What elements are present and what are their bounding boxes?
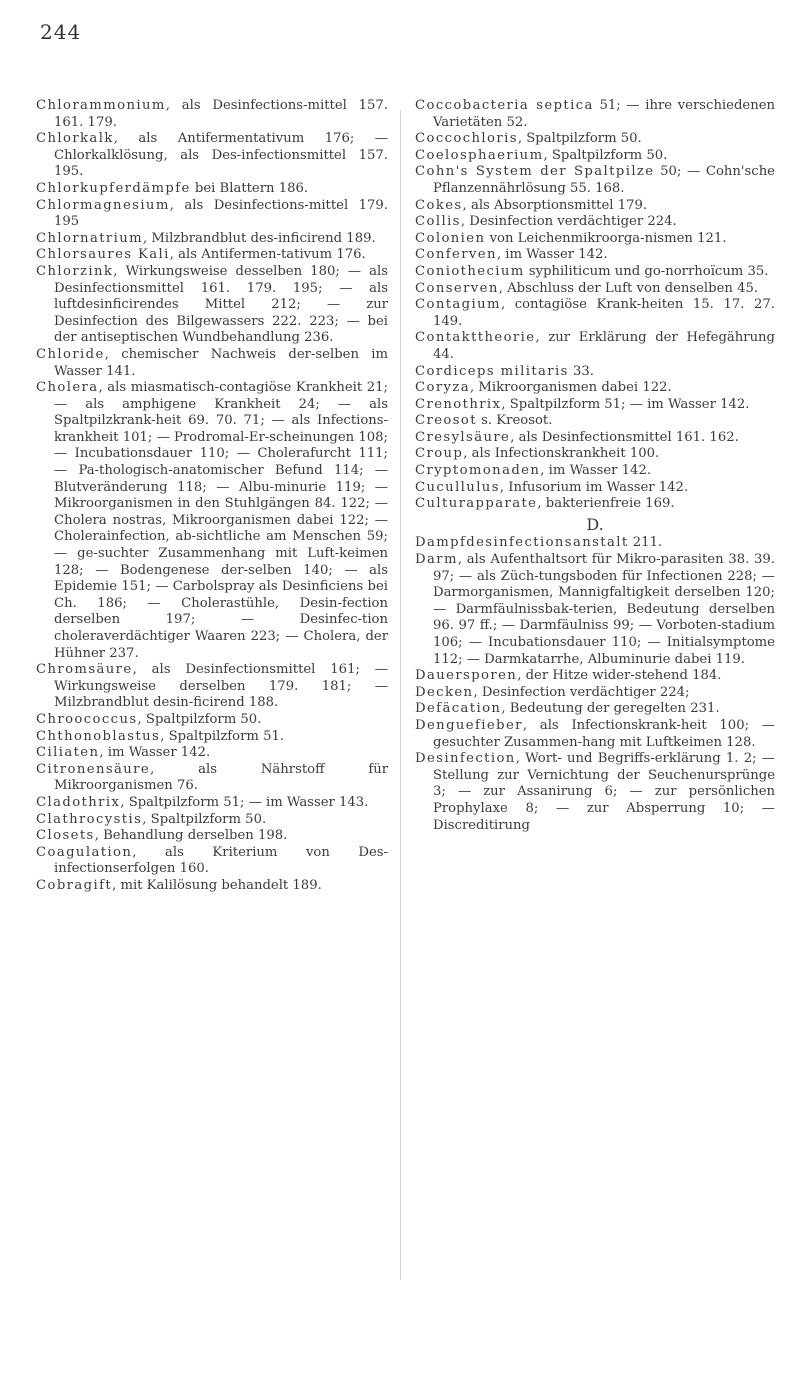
index-entry	[415, 364, 775, 381]
index-entry-headword: Contakttheorie	[415, 330, 536, 346]
index-entry-headword: Chlornatrium	[36, 230, 144, 246]
index-entry	[415, 297, 775, 330]
index-entry-references: , Spaltpilzform 51; — im Wasser 142.	[501, 396, 750, 412]
index-entry-references: von Leichenmikroorga-nismen 121.	[485, 230, 727, 246]
index-entry-references: , Spaltpilzform 50.	[517, 131, 642, 147]
index-entry-references: syphiliticum und go-norrhoïcum 35.	[524, 263, 769, 279]
index-entry	[36, 98, 388, 131]
index-entry	[415, 330, 775, 363]
index-entry	[415, 198, 775, 215]
index-entry-headword: Collis	[415, 214, 461, 230]
index-entry-headword: Cresylsäure	[415, 429, 511, 445]
index-entry	[415, 430, 775, 447]
index-entry-references: , als Aufenthaltsort für Mikro-parasiten 38. 39. 97; — als Züch-tungsboden für Infectionen 228; — Darmorganismen, Mannigfaltigkeit derselben 120; — Darmfäulnissbak-terien, Bedeutung derselben 96. 97 ff.; — Darmfäulniss 99; — Vorboten-stadium 106; — Incubationsdauer 110; — Initialsymptome 112; — Darmkatarrhe, Albuminurie dabei 119.	[433, 552, 775, 667]
index-entry-references: , Wirkungsweise desselben 180; — als Desinfectionsmittel 161. 179. 195; — als luftdesinficirendes Mittel 212; — zur Desinfection des Bilgewassers 222. 223; — bei der antiseptischen Wundbehandlung 236.	[54, 263, 388, 346]
index-entry	[415, 701, 775, 718]
index-entry	[415, 480, 775, 497]
index-entry-references: , mit Kalilösung behandelt 189.	[112, 877, 322, 893]
index-entry-headword: Dampfdesinfectionsanstalt	[415, 535, 629, 551]
index-entry-headword: Dauersporen	[415, 668, 518, 684]
index-entry	[36, 231, 388, 248]
index-entry-references: , als Desinfections-mittel 179. 195	[54, 197, 388, 230]
index-entry-references: , als Desinfections-mittel 157. 161. 179.	[54, 98, 388, 130]
index-entry	[415, 496, 775, 513]
index-entry-references: , chemischer Nachweis der-selben im Wasser 141.	[54, 346, 388, 379]
index-entry-headword: Cobragift	[36, 877, 113, 893]
index-entry-headword: Coccobacteria septica	[415, 98, 594, 113]
index-entry-references: , Infusorium im Wasser 142.	[499, 479, 689, 495]
index-entry-headword: Decken	[415, 684, 474, 700]
index-entry	[36, 745, 388, 762]
index-entry-headword: Chlorsaures Kali	[36, 247, 170, 263]
index-entry-headword: Chromsäure	[36, 662, 133, 678]
index-entry-headword: Cholera	[36, 380, 99, 396]
index-entry-references: , Spaltpilzform 51; — im Wasser 143.	[120, 794, 369, 810]
index-entry-headword: Cordiceps militaris	[415, 363, 569, 379]
index-entry-headword: Darm	[415, 552, 458, 568]
index-entry-references: , im Wasser 142.	[99, 745, 211, 761]
index-entry-headword: Coniothecium	[415, 263, 525, 279]
index-entry-references: , Wort- und Begriffs-erklärung 1. 2; — Stellung zur Vernichtung der Seuchenursprünge 3; — zur Assanirung 6; — zur persönlichen Prophylaxe 8; — zur Absperrung 10; — Discreditirung	[433, 751, 775, 833]
index-entry-references: , Spaltpilzform 51.	[160, 728, 285, 744]
index-entry-headword: Desinfection	[415, 751, 516, 767]
index-entry-headword: Colonien	[415, 230, 486, 246]
index-entry-headword: Cladothrix	[36, 794, 121, 810]
index-entry	[36, 845, 388, 878]
index-entry	[415, 380, 775, 397]
index-entry-headword: Chlorkalk	[36, 131, 114, 147]
index-entry-references: , als Infectionskrank-heit 100; — gesuchter Zusammen-hang mit Luftkeimen 128.	[433, 717, 775, 750]
index-entry-headword: Denguefieber	[415, 717, 523, 733]
index-entry-headword: Cucullulus	[415, 479, 500, 495]
index-entry	[36, 795, 388, 812]
index-entry-references: , als Kriterium von Des-infectionserfolgen 160.	[54, 844, 388, 877]
index-entry-references: bei Blattern 186.	[190, 180, 309, 196]
index-entry-references: , Milzbrandblut des-inficirend 189.	[143, 230, 376, 246]
page-number: 244	[40, 20, 82, 44]
index-entry	[415, 446, 775, 463]
index-entry	[415, 463, 775, 480]
index-entry	[415, 231, 775, 248]
index-entry	[415, 718, 775, 751]
index-entry-references: , als Desinfectionsmittel 161; — Wirkungsweise derselben 179. 181; — Milzbrandblut desin-ficirend 188.	[54, 662, 388, 711]
index-entry-references: , zur Erklärung der Hefegährung 44.	[433, 330, 775, 362]
index-entry-references: , als miasmatisch-contagiöse Krankheit 21; — als amphigene Krankheit 24; — als Spaltpilzkrank-heit 69. 70. 71; — als Infections-krankheit 101; — Prodromal-Er-scheinungen 108; — Incubationsdauer 110; — Cholerafurcht 111; — Pa-thologisch-anatomischer Befund 114; — Blutveränderung 118; — Albu-minurie 119; — Mikroorganismen in den Stuhlgängen 84. 122; — Cholera nostras, Mikroorganismen dabei 122; — Cholerainfection, ab-sichtliche am Menschen 59; — ge-suchter Zusammenhang mit Luft-keimen 128; — Bodengenese der-selben 140; — als Epidemie 151; — Carbolspray als Desinficiens bei Ch. 186; — Cholerastühle, Desin-fection derselben 197; — Desinfec-tion choleraverdächtiger Waaren 223; — Cholera, der Hühner 237.	[54, 380, 388, 661]
index-entry-headword: Chlorkupferdämpfe	[36, 180, 191, 196]
index-entry	[36, 131, 388, 181]
index-entry-references: , Desinfection verdächtiger 224.	[460, 214, 677, 230]
index-column-left	[36, 98, 388, 895]
index-entry	[415, 164, 775, 197]
index-entry-headword: Chthonoblastus	[36, 728, 161, 744]
index-entry-references: 211.	[628, 535, 663, 551]
index-entry	[415, 413, 775, 430]
index-entry	[36, 347, 388, 380]
index-entry-headword: Conferven	[415, 247, 497, 263]
column-divider	[400, 110, 401, 1280]
index-entry-headword: Culturapparate	[415, 496, 538, 512]
index-entry-headword: Citronensäure	[36, 761, 151, 777]
index-entry	[415, 281, 775, 298]
index-entry-headword: Chlorammonium	[36, 98, 166, 113]
index-entry-headword: Coccochloris	[415, 131, 518, 147]
index-entry-references: 33.	[568, 363, 594, 379]
index-entry-references: , als Desinfectionsmittel 161. 162.	[510, 429, 739, 445]
index-entry-headword: Cryptomonaden	[415, 463, 541, 479]
index-entry-references: , Abschluss der Luft von denselben 45.	[498, 280, 759, 296]
section-letter-heading: D.	[586, 514, 604, 534]
index-entry	[36, 729, 388, 746]
index-entry-references: 51; — ihre verschiedenen Varietäten 52.	[433, 98, 775, 130]
index-entry-headword: Coelosphaerium	[415, 147, 544, 163]
index-entry-references: , als Absorptionsmittel 179.	[462, 197, 648, 213]
index-entry	[415, 247, 775, 264]
index-entry-references: , der Hitze wider-stehend 184.	[517, 668, 722, 684]
index-entry-headword: Closets	[36, 828, 95, 844]
index-entry	[36, 828, 388, 845]
index-entry-headword: Chlormagnesium	[36, 197, 170, 213]
index-entry-references: , contagiöse Krank-heiten 15. 17. 27. 149.	[433, 297, 775, 329]
index-entry-references: , im Wasser 142.	[540, 463, 652, 479]
index-entry-headword: Defäcation	[415, 701, 502, 717]
index-entry-headword: Crenothrix	[415, 396, 502, 412]
index-entry-references: , als Antifermen-tativum 176.	[169, 247, 366, 263]
index-entry-references: s. Kreosot.	[476, 413, 553, 429]
index-entry	[36, 762, 388, 795]
index-entry-references: , Spaltpilzform 50.	[142, 811, 267, 827]
index-entry-headword: Coagulation	[36, 844, 133, 860]
index-entry	[415, 552, 775, 668]
index-entry-headword: Conserven	[415, 280, 499, 296]
index-entry-references: , Desinfection verdächtiger 224;	[473, 684, 690, 700]
index-entry	[415, 397, 775, 414]
index-entry-references: , Spaltpilzform 50.	[543, 147, 668, 163]
index-entry-references: , Mikroorganismen dabei 122.	[470, 380, 672, 396]
index-entry-references: , als Infectionskrankheit 100.	[463, 446, 660, 462]
index-entry	[36, 247, 388, 264]
index-entry	[415, 98, 775, 131]
index-entry-headword: Chloride	[36, 346, 105, 362]
index-entry-references: , als Nährstoff für Mikroorganismen 76.	[54, 761, 388, 794]
index-entry-headword: Croup	[415, 446, 464, 462]
index-entry-references: , im Wasser 142.	[496, 247, 608, 263]
index-entry	[36, 878, 388, 895]
index-entry-headword: Clathrocystis	[36, 811, 143, 827]
index-entry	[415, 751, 775, 834]
index-entry	[36, 264, 388, 347]
index-entry-headword: Contagium	[415, 297, 501, 313]
index-entry-references: , Spaltpilzform 50.	[137, 711, 262, 727]
index-entry	[415, 148, 775, 165]
index-entry	[36, 181, 388, 198]
index-entry-references: , bakterienfreie 169.	[537, 496, 675, 512]
index-entry	[36, 380, 388, 662]
index-entry	[415, 685, 775, 702]
index-entry	[415, 131, 775, 148]
index-entry	[36, 712, 388, 729]
index-entry	[415, 668, 775, 685]
index-entry	[415, 214, 775, 231]
index-entry	[415, 264, 775, 281]
index-entry-references: , Behandlung derselben 198.	[94, 828, 288, 844]
index-entry	[36, 662, 388, 712]
index-entry	[36, 198, 388, 231]
index-entry-headword: Cohn's System der Spaltpilze	[415, 164, 655, 180]
index-column-right	[415, 98, 775, 834]
index-entry-headword: Creosot	[415, 413, 477, 429]
index-entry-references: 50; — Cohn'sche Pflanzennährlösung 55. 168.	[433, 164, 775, 196]
index-entry-headword: Chroococcus	[36, 711, 138, 727]
index-entry-references: , als Antifermentativum 176; — Chlorkalklösung, als Des-infectionsmittel 157. 195.	[54, 131, 388, 180]
index-entry-headword: Coryza	[415, 380, 470, 396]
index-entry-references: , Bedeutung der geregelten 231.	[501, 701, 720, 717]
index-entry	[36, 812, 388, 829]
index-entry-headword: Chlorzink	[36, 263, 114, 279]
index-entry	[415, 535, 775, 552]
index-entry-headword: Cokes	[415, 197, 463, 213]
index-entry-headword: Ciliaten	[36, 745, 100, 761]
